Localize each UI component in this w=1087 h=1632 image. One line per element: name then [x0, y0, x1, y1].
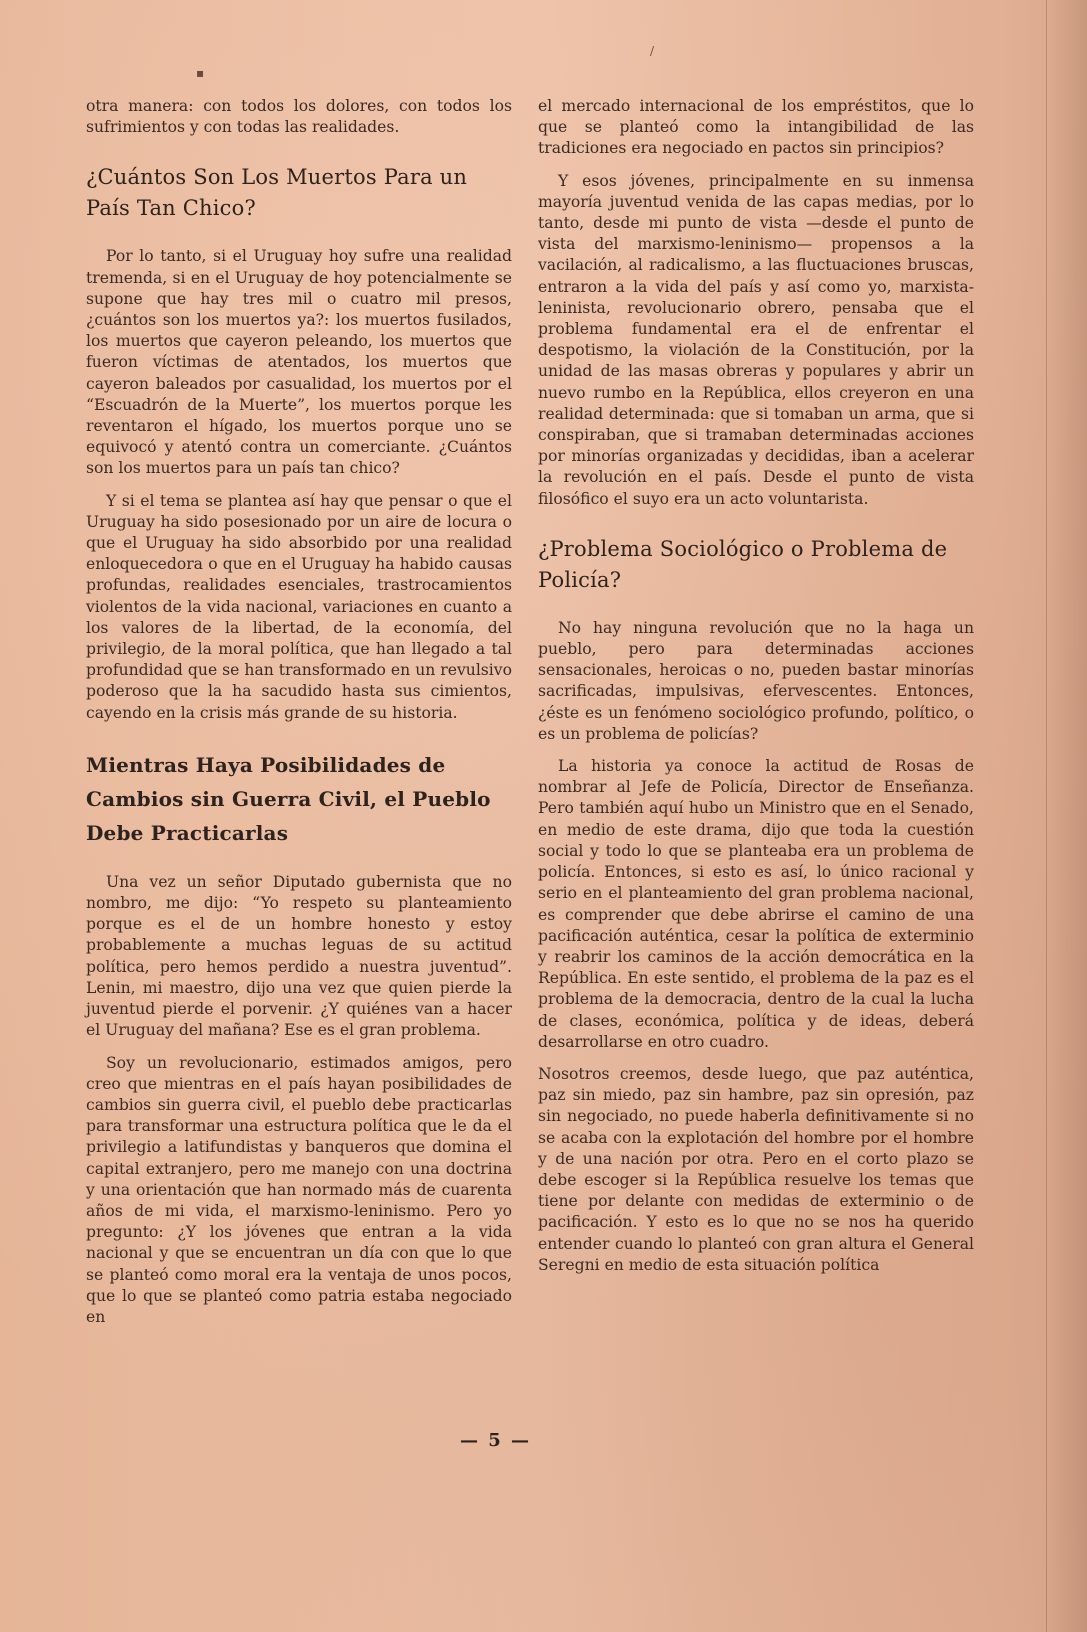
paragraph: La historia ya conoce la actitud de Rosas de nombrar al Jefe de Policía, Director de Enseñanza. Pero también aquí hubo un Ministro que en el Senado, en medio de este drama, dijo que toda la cuestión social y todo lo que se planteaba era un problema de policía. Entonces, si esto es así, lo único racional y serio en el planteamiento del gran problema nacional, es comprender que debe abrirse el camino de una pacificación auténtica, cesar la política de exterminio y reabrir los caminos de la acción democrática en la República. En este sentido, el problema de la paz es el problema de la democracia, dentro de la cual la lucha de clases, económica, política y de ideas, deberá desarrollarse en otro cuadro.: [538, 757, 974, 1051]
paragraph: el mercado internacional de los empréstitos, que lo que se planteó como la intangibilidad de las tradiciones era negociado en pactos sin principios?: [538, 97, 974, 158]
paragraph: Soy un revolucionario, estimados amigos, pero creo que mientras en el país hayan posibilidades de cambios sin guerra civil, el pueblo debe practicarlas para transformar una estructura política que le da el privilegio a latifundistas y banqueros que domina el capital extranjero, pero me manejo con una doctrina y una orientación que han normado más de cuarenta años de mi vida, el marxismo-leninismo. Pero yo pregunto: ¿Y los jóvenes que entran a la vida nacional y que se encuentran un día con que lo que se planteó como moral era la ventaja de unos pocos, que lo que se planteó como patria estaba negociado en: [86, 1053, 512, 1326]
paragraph: otra manera: con todos los dolores, con todos los sufrimientos y con todas las realidades.: [86, 97, 512, 137]
page-edge-shadow: [1046, 0, 1087, 1632]
paragraph: Y esos jóvenes, principalmente en su inmensa mayoría juventud venida de las capas medias, por lo tanto, desde mi punto de vista —desde el punto de vista del marxismo-leninismo— propensos a la vacilación, al radicalismo, a las fluctuaciones bruscas, entraron a la vida del país y así como yo, marxista-leninista, revolucionario obrero, pensaba que el problema fundamental era el de enfrentar el despotismo, la violación de la Constitución, por la unidad de las masas obreras y populares y abrir un nuevo rumbo en la República, ellos creyeron en una realidad determinada: que si tomaban un arma, que si conspiraban, que si tramaban determinadas acciones por minorías organizadas y decididas, iban a acelerar la revolución en el país. Desde el punto de vista filosófico el suyo era un acto voluntarista.: [538, 171, 974, 508]
ink-speck: ▪: [196, 66, 205, 80]
paragraph: Una vez un señor Diputado gubernista que no nombro, me dijo: “Yo respeto su planteamiento porque es el de un hombre honesto y estoy probablemente a muchas leguas de su actitud política, pero hemos perdido a nuestra juventud”. Lenin, mi maestro, dijo una vez que quien pierde la juventud pierde el porvenir. ¿Y quiénes van a hacer el Uruguay del mañana? Ese es el gran problema.: [86, 872, 512, 1040]
paragraph: No hay ninguna revolución que no la haga un pueblo, pero para determinadas acciones sensacionales, heroicas o no, pueden bastar minorías sacrificadas, impulsivas, efervescentes. Entonces, ¿éste es un fenómeno sociológico profundo, político, o es un problema de policías?: [538, 618, 974, 743]
pencil-mark: /: [650, 44, 655, 58]
section-heading: ¿Cuántos Son Los Muertos Para un País Tan Chico?: [86, 165, 468, 221]
section-heading: ¿Problema Sociológico o Problema de Policía?: [538, 536, 948, 592]
section-heading: Mientras Haya Posibilidades de Cambios sin Guerra Civil, el Pueblo Debe Practicarlas: [86, 752, 491, 845]
paragraph: Y si el tema se plantea así hay que pensar o que el Uruguay ha sido posesionado por un aire de locura o que el Uruguay ha sido absorbido por una realidad enloquecedora o que en el Uruguay ha habido causas profundas, realidades esenciales, trastrocamientos violentos de la vida nacional, variaciones en cuanto a los valores de la libertad, de la economía, del privilegio, de la moral política, que han llegado a tal profundidad que se han transformado en un revulsivo poderoso que la ha sacudido hasta sus cimientos, cayendo en la crisis más grande de su historia.: [86, 491, 512, 722]
left-column: [86, 96, 512, 1339]
paragraph: Nosotros creemos, desde luego, que paz auténtica, paz sin miedo, paz sin hambre, paz sin opresión, paz sin negociado, no puede haberla definitivamente si no se acaba con la explotación del hombre por el hombre y de una nación por otra. Pero en el corto plazo se debe escoger si la República resuelve los temas que tiene por delante con medidas de exterminio o de pacificación. Y esto es lo que no se nos ha querido entender cuando lo planteó con gran altura el General Seregni en medio de esta situación política: [538, 1064, 974, 1274]
right-column: [538, 96, 974, 1287]
paragraph: Por lo tanto, si el Uruguay hoy sufre una realidad tremenda, si en el Uruguay de hoy potencialmente se supone que hay tres mil o cuatro mil presos, ¿cuántos son los muertos ya?: los muertos fusilados, los muertos que cayeron peleando, los muertos que fueron víctimas de atentados, los muertos que cayeron baleados por casualidad, los muertos por el “Escuadrón de la Muerte”, los muertos porque les reventaron el hígado, los muertos porque uno se equivocó y atentó contra un comerciante. ¿Cuántos son los muertos para un país tan chico?: [86, 247, 512, 478]
page-number: — 5 —: [460, 1430, 532, 1451]
